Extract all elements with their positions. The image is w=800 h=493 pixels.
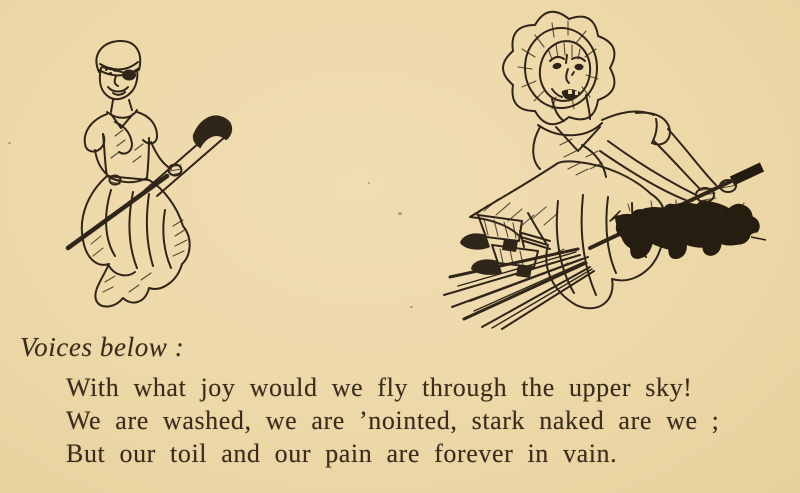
witch-crutch-drawing bbox=[45, 30, 250, 310]
paper-speck bbox=[368, 182, 370, 184]
verse-block bbox=[66, 371, 800, 470]
broomstick-tip bbox=[732, 167, 762, 181]
crutch bbox=[68, 116, 231, 248]
witch-crutch-illustration bbox=[45, 30, 250, 310]
witch-broomstick-illustration bbox=[440, 5, 795, 330]
paper-speck bbox=[8, 142, 11, 144]
head bbox=[96, 41, 140, 99]
caption-voices-below: Voices below : bbox=[20, 332, 185, 362]
black-cat bbox=[610, 200, 766, 258]
paper-speck bbox=[410, 306, 413, 308]
bodice bbox=[533, 112, 716, 201]
verse-line: But our toil and our pain are forever in vain. bbox=[66, 439, 618, 468]
skirt bbox=[82, 176, 190, 307]
verse-line: We are washed, we are ’nointed, stark naked are we ; bbox=[66, 406, 720, 435]
stocking bbox=[520, 231, 550, 249]
torso bbox=[85, 100, 171, 185]
verse-line: With what joy would we fly through the upper sky! bbox=[66, 373, 693, 402]
witch-broomstick-drawing bbox=[440, 5, 795, 330]
paper-speck bbox=[398, 212, 402, 215]
